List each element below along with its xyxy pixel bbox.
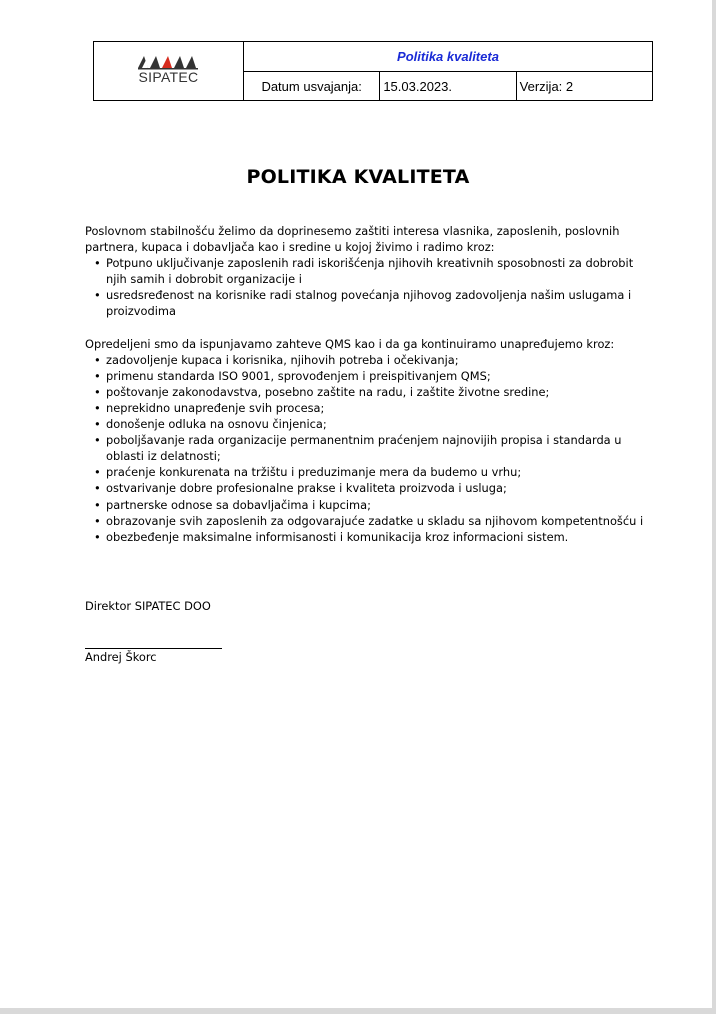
signature-role: Direktor SIPATEC DOO	[85, 599, 211, 613]
list-item-text: praćenje konkurenata na tržištu i preduzimanje mera da budemo u vrhu;	[106, 465, 522, 480]
list-item	[85, 287, 645, 319]
list-item-text: poštovanje zakonodavstva, posebno zaštite na radu, i zaštite životne sredine;	[106, 384, 550, 399]
commitment-paragraph: Opredeljeni smo da ispunjavamo zahteve QMS kao i da ga kontinuiramo unapređujemo kroz:	[85, 336, 615, 351]
signature-name: Andrej Škorc	[85, 650, 157, 664]
bullet-icon: •	[94, 384, 101, 399]
bullet-icon: •	[94, 497, 101, 512]
bullet-icon: •	[94, 513, 101, 528]
logo-marks-icon	[138, 52, 200, 70]
header-title: Politika kvaliteta	[244, 42, 653, 72]
intro-list	[85, 255, 645, 319]
intro-paragraph: Poslovnom stabilnošću želimo da doprinesemo zaštiti interesa vlasnika, zaposlenih, poslovnih partnera, kupaca i dobavljača kao i sredine u kojoj živimo i radimo kroz:	[85, 224, 620, 255]
commitment-list	[85, 352, 645, 545]
document-body	[85, 223, 645, 545]
bullet-icon: •	[94, 417, 101, 432]
logo-text: SIPATEC	[138, 68, 199, 85]
date-label: Datum usvajanja:	[244, 72, 380, 101]
bullet-icon: •	[94, 400, 101, 415]
list-item	[85, 464, 645, 480]
list-item-text: neprekidno unapređenje svih procesa;	[106, 400, 325, 415]
list-item	[85, 255, 645, 287]
list-item-text: poboljšavanje rada organizacije permanentnim praćenjem najnovijih propisa i standarda u oblasti iz delatnosti;	[106, 433, 622, 464]
list-item-text: ostvarivanje dobre profesionalne prakse i kvaliteta proizvoda i usluga;	[106, 481, 507, 496]
list-item	[85, 497, 645, 513]
list-item	[85, 352, 645, 368]
list-item-text: Potpuno uključivanje zaposlenih radi iskorišćenja njihovih kreativnih sposobnosti za dobrobit njih samih i dobrobit organizacije i	[106, 256, 634, 287]
bullet-icon: •	[94, 288, 101, 303]
bullet-icon: •	[94, 368, 101, 383]
bullet-icon: •	[94, 529, 101, 544]
bullet-icon: •	[94, 433, 101, 448]
list-item	[85, 513, 645, 529]
list-item-text: usredsređenost na korisnike radi stalnog povećanja njihovog zadovoljenja našim uslugama i proizvodima	[106, 288, 632, 319]
list-item	[85, 368, 645, 384]
bullet-icon: •	[94, 352, 101, 367]
list-item-text: partnerske odnose sa dobavljačima i kupcima;	[106, 497, 371, 512]
spacer	[85, 320, 645, 336]
list-item	[85, 432, 645, 464]
logo-cell	[94, 42, 244, 101]
list-item	[85, 384, 645, 400]
list-item	[85, 529, 645, 545]
version-label: Verzija: 2	[516, 72, 652, 101]
list-item	[85, 400, 645, 416]
date-value: 15.03.2023.	[380, 72, 516, 101]
list-item-text: donošenje odluka na osnovu činjenica;	[106, 417, 327, 432]
company-logo	[134, 50, 204, 90]
list-item	[85, 480, 645, 496]
bullet-icon: •	[94, 481, 101, 496]
list-item-text: obezbeđenje maksimalne informisanosti i komunikacija kroz informacioni sistem.	[106, 529, 569, 544]
signature-line	[85, 636, 222, 649]
list-item-text: obrazovanje svih zaposlenih za odgovarajuće zadatke u skladu sa njihovom kompetentnošću i	[106, 513, 644, 528]
bullet-icon: •	[94, 256, 101, 271]
list-item-text: zadovoljenje kupaca i korisnika, njihovih potreba i očekivanja;	[106, 352, 459, 367]
page-title: POLITIKA KVALITETA	[246, 166, 470, 188]
list-item-text: primenu standarda ISO 9001, sprovođenjem i preispitivanjem QMS;	[106, 368, 491, 383]
list-item	[85, 416, 645, 432]
document-header-table	[93, 41, 653, 101]
bullet-icon: •	[94, 465, 101, 480]
signature-block	[85, 598, 385, 665]
